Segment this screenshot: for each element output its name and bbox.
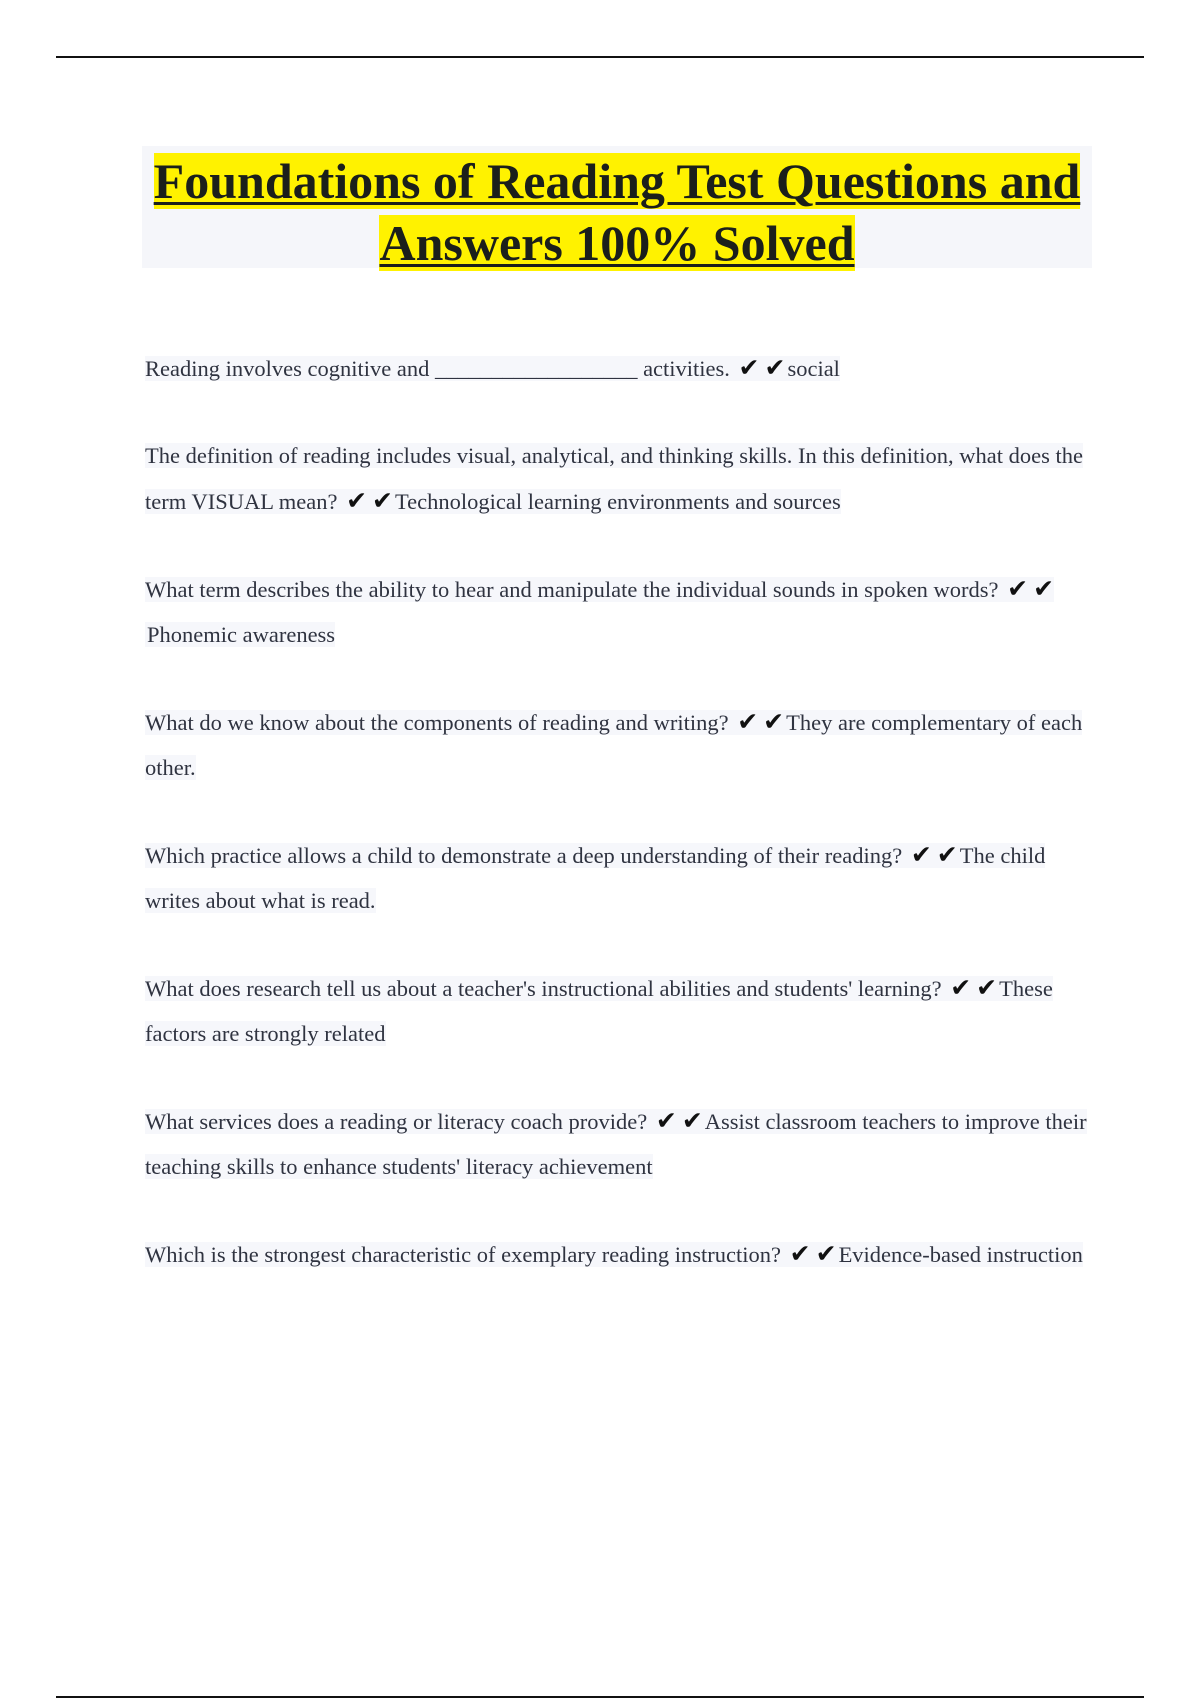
qa-item xyxy=(145,1231,1090,1277)
check-icon: ✔ xyxy=(1033,574,1055,603)
check-icon: ✔ xyxy=(976,973,998,1002)
question-text: Which practice allows a child to demonstrate a deep understanding of their reading? xyxy=(145,843,903,868)
answer-text: Assist classroom teachers to improve their teaching skills to enhance students' literacy achievement xyxy=(145,1109,1087,1179)
question-text: What term describes the ability to hear and manipulate the individual sounds in spoken words? xyxy=(145,577,999,602)
question-text: The definition of reading includes visual, analytical, and thinking skills. In this definition, what does the term VISUAL mean? xyxy=(145,443,1083,514)
check-icon: ✔ xyxy=(815,1239,837,1268)
check-icon: ✔ xyxy=(950,973,972,1002)
answer-text: Evidence-based instruction xyxy=(838,1242,1083,1267)
qa-item xyxy=(145,345,1090,391)
check-icon: ✔ xyxy=(681,1106,703,1135)
check-icon: ✔ xyxy=(764,353,786,382)
qa-item xyxy=(145,832,1090,923)
answer-text: The child writes about what is read. xyxy=(145,843,1046,913)
answer-text: social xyxy=(787,356,840,381)
answer-text: Phonemic awareness xyxy=(147,622,336,647)
qa-item xyxy=(145,699,1090,790)
check-icon: ✔ xyxy=(655,1106,677,1135)
bottom-rule xyxy=(56,1696,1144,1698)
check-icon: ✔ xyxy=(346,486,368,515)
answer-text: They are complementary of each other. xyxy=(145,710,1083,780)
title-text: Foundations of Reading Test Questions and Answers 100% Solved xyxy=(153,153,1081,271)
question-text: Reading involves cognitive and __________________ activities. xyxy=(145,356,730,381)
answer-text: These factors are strongly related xyxy=(145,976,1053,1046)
top-rule xyxy=(56,56,1144,58)
document-title xyxy=(142,146,1092,274)
check-icon: ✔ xyxy=(763,707,785,736)
check-icon: ✔ xyxy=(738,353,760,382)
check-icon: ✔ xyxy=(372,486,393,515)
qa-list xyxy=(145,345,1090,1319)
question-text: What services does a reading or literacy coach provide? xyxy=(145,1109,648,1134)
check-icon: ✔ xyxy=(910,840,932,869)
answer-text: Technological learning environments and sources xyxy=(394,489,841,514)
question-text: What do we know about the components of reading and writing? xyxy=(145,710,729,735)
question-text: What does research tell us about a teacher's instructional abilities and students' learning? xyxy=(145,976,942,1001)
title-block xyxy=(142,146,1092,271)
qa-item xyxy=(145,433,1090,524)
qa-item xyxy=(145,965,1090,1056)
check-icon: ✔ xyxy=(1007,574,1029,603)
check-icon: ✔ xyxy=(789,1239,811,1268)
question-text: Which is the strongest characteristic of exemplary reading instruction? xyxy=(145,1242,782,1267)
qa-item xyxy=(145,1098,1090,1189)
qa-item xyxy=(145,566,1090,657)
check-icon: ✔ xyxy=(737,707,759,736)
check-icon: ✔ xyxy=(936,840,958,869)
